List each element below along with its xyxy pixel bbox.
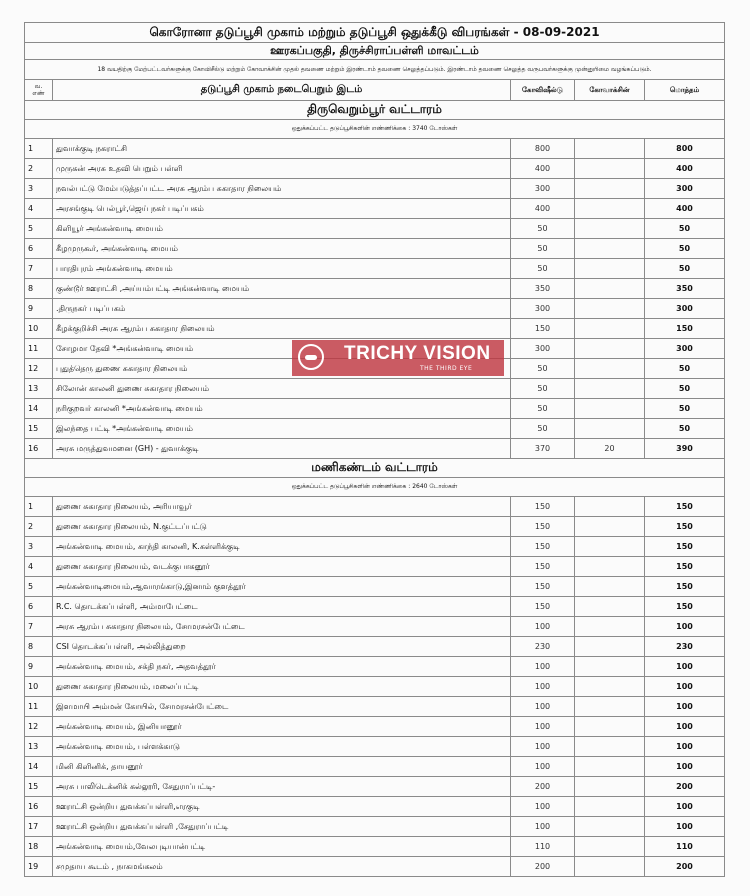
cell-place: .திருநகர் படிப்பகம் [53,299,511,319]
cell-covishield: 200 [511,857,575,877]
cell-covishield: 100 [511,697,575,717]
cell-covaxin [575,239,645,259]
cell-covishield: 150 [511,557,575,577]
cell-place: துணை சுகாதார நிலையம், N.குட்டப்பட்டு [53,517,511,537]
cell-sno: 11 [25,697,53,717]
cell-covishield: 50 [511,239,575,259]
cell-place: துணை சுகாதார நிலையம், மலைப்பட்டி [53,677,511,697]
cell-covishield: 400 [511,199,575,219]
watermark-title: TRICHY VISION [344,343,491,364]
cell-place: அரசு பாலிடெக்னிக் கல்லூரி, சேதுராப்பட்டி- [53,777,511,797]
table-row [25,439,725,459]
cell-covishield: 230 [511,637,575,657]
table-row [25,617,725,637]
cell-total: 150 [645,577,725,597]
cell-covaxin [575,837,645,857]
cell-covaxin [575,419,645,439]
col-sno-header: வ. எண் [25,80,53,101]
cell-sno: 4 [25,557,53,577]
cell-place: குண்டூர் ஊராட்சி ,அய்யம்பட்டி அங்கன்வாடி மையம் [53,279,511,299]
table-row [25,637,725,657]
cell-place: சமுதாய கூடம் , நாகமங்கலம் [53,857,511,877]
cell-sno: 14 [25,757,53,777]
block-title-row [25,101,725,120]
cell-covishield: 800 [511,139,575,159]
cell-place: முருகன் அரசு உதவி பெறும் பள்ளி [53,159,511,179]
cell-place: ஊராட்சி ஒன்றிய துவக்கப்பள்ளி,எரகுடி [53,797,511,817]
cell-total: 100 [645,817,725,837]
cell-place: அங்கன்வாடிமையம்,ஆவாரங்காடு,இனாம் குளத்தூர் [53,577,511,597]
cell-sno: 2 [25,159,53,179]
cell-sno: 5 [25,219,53,239]
table-row [25,179,725,199]
cell-total: 230 [645,637,725,657]
table-row [25,219,725,239]
cell-sno: 12 [25,359,53,379]
cell-covaxin [575,339,645,359]
cell-sno: 9 [25,657,53,677]
cell-sno: 7 [25,617,53,637]
cell-sno: 3 [25,179,53,199]
cell-sno: 1 [25,497,53,517]
cell-total: 100 [645,677,725,697]
cell-covishield: 150 [511,577,575,597]
cell-sno: 3 [25,537,53,557]
table-row [25,517,725,537]
cell-sno: 9 [25,299,53,319]
cell-covishield: 150 [511,319,575,339]
cell-sno: 14 [25,399,53,419]
cell-total: 300 [645,179,725,199]
cell-place: CSI தொடக்கப்பள்ளி, அல்லித்துறை [53,637,511,657]
cell-place: புதுத்தெரு துணை சுகாதார நிலையம் [53,359,511,379]
cell-place: இலந்தை பட்டி *அங்கன்வாடி மையம் [53,419,511,439]
table-row [25,817,725,837]
cell-place: பாரதிபுரம் அங்கன்வாடி மையம் [53,259,511,279]
cell-total: 150 [645,557,725,577]
cell-covaxin [575,777,645,797]
cell-covaxin [575,557,645,577]
cell-total: 50 [645,419,725,439]
cell-total: 350 [645,279,725,299]
cell-covaxin [575,717,645,737]
col-covishield-header: கோவிஷீல்டு [511,80,575,101]
document-subtitle: ஊரகப்பகுதி, திருச்சிராப்பள்ளி மாவட்டம் [25,43,725,60]
cell-total: 50 [645,379,725,399]
cell-sno: 15 [25,419,53,439]
watermark-logo [292,340,504,376]
cell-total: 200 [645,857,725,877]
table-row [25,757,725,777]
cell-sno: 13 [25,379,53,399]
table-row [25,697,725,717]
cell-covishield: 100 [511,617,575,637]
cell-sno: 2 [25,517,53,537]
cell-total: 50 [645,239,725,259]
cell-covishield: 50 [511,399,575,419]
cell-covaxin [575,299,645,319]
table-row [25,239,725,259]
table-row [25,777,725,797]
cell-sno: 11 [25,339,53,359]
table-row [25,319,725,339]
cell-covishield: 100 [511,817,575,837]
cell-total: 800 [645,139,725,159]
cell-covaxin [575,359,645,379]
table-row [25,577,725,597]
cell-place: கீழமுருகூர், அங்கன்வாடி மையம் [53,239,511,259]
col-covaxin-header: கோவாக்சின் [575,80,645,101]
cell-total: 100 [645,697,725,717]
cell-place: சிலோன் காலனி துணை சுகாதார நிலையம் [53,379,511,399]
cell-covishield: 150 [511,497,575,517]
cell-place: நவல்பட்டு மேம்படுத்தப்பட்ட அரசு ஆரம்ப சுகாதார நிலையம் [53,179,511,199]
cell-place: மினி கிளினிக், தாயனூர் [53,757,511,777]
cell-covishield: 50 [511,359,575,379]
cell-covaxin [575,399,645,419]
cell-covaxin [575,577,645,597]
cell-covaxin [575,517,645,537]
cell-covishield: 100 [511,677,575,697]
cell-sno: 13 [25,737,53,757]
block-title: மணிகண்டம் வட்டாரம் [25,459,725,478]
table-row [25,677,725,697]
cell-covishield: 50 [511,419,575,439]
cell-total: 300 [645,299,725,319]
table-row [25,279,725,299]
block-allocation-row [25,120,725,139]
cell-sno: 19 [25,857,53,877]
table-row [25,399,725,419]
cell-sno: 1 [25,139,53,159]
cell-covishield: 400 [511,159,575,179]
watermark-tagline: THE THIRD EYE [420,365,473,372]
cell-total: 50 [645,399,725,419]
cell-covaxin: 20 [575,439,645,459]
cell-sno: 10 [25,319,53,339]
table-row [25,737,725,757]
cell-sno: 18 [25,837,53,857]
cell-covaxin [575,657,645,677]
cell-total: 300 [645,339,725,359]
cell-covishield: 350 [511,279,575,299]
cell-sno: 6 [25,239,53,259]
col-place-header: தடுப்பூசி முகாம் நடைபெறும் இடம் [53,80,511,101]
cell-covishield: 100 [511,717,575,737]
column-header-row [25,80,725,101]
cell-covaxin [575,757,645,777]
cell-sno: 5 [25,577,53,597]
table-row [25,419,725,439]
table-row [25,139,725,159]
cell-covishield: 100 [511,797,575,817]
cell-covaxin [575,159,645,179]
cell-total: 150 [645,517,725,537]
cell-total: 50 [645,259,725,279]
cell-covaxin [575,259,645,279]
cell-place: நரிகுறவர் காலனி *அங்கன்வாடி மையம் [53,399,511,419]
cell-covishield: 50 [511,259,575,279]
cell-sno: 6 [25,597,53,617]
cell-covishield: 50 [511,219,575,239]
cell-covaxin [575,857,645,877]
table-row [25,497,725,517]
cell-total: 100 [645,657,725,677]
cell-place: அரசு ஆரம்ப சுகாதார நிலையம், சோமரசன்பேட்டை [53,617,511,637]
table-row [25,657,725,677]
cell-place: சோழமா தேவி *அங்கன்வாடி மையம் [53,339,511,359]
table-row [25,299,725,319]
cell-covaxin [575,697,645,717]
cell-place: துணை சுகாதார நிலையம், அரியாவூர் [53,497,511,517]
cell-place: அங்கன்வாடி மையம், பள்ளக்காடு [53,737,511,757]
cell-place: துணை சுகாதார நிலையம், வடக்குபாகனூர் [53,557,511,577]
cell-place: அங்கன்வாடி மையம், காந்தி காலனி, K.கள்ளிக்குடி [53,537,511,557]
cell-total: 150 [645,497,725,517]
cell-covaxin [575,797,645,817]
cell-total: 390 [645,439,725,459]
cell-covaxin [575,737,645,757]
cell-covaxin [575,139,645,159]
cell-covishield: 100 [511,657,575,677]
document-title: கொரோனா தடுப்பூசி முகாம் மற்றும் தடுப்பூசி ஒதுக்கீடு விபரங்கள் - 08-09-2021 [25,23,725,43]
eligibility-note: 18 வயதிற்கு மேற்பட்டவர்களுக்கு கோவிசீல்டு மற்றும் கோவாக்சின் முதல் தவணை மற்றும் இரண்டாம் தவணை செலுத்தப்படும். இரண்டாம் தவணை செலுத்த வருபவர்களுக்கு முன்னுரிமை வழங்கப்படும். [25,60,725,80]
cell-covishield: 300 [511,339,575,359]
table-row [25,557,725,577]
table-row [25,537,725,557]
cell-covaxin [575,219,645,239]
cell-total: 100 [645,797,725,817]
col-total-header: மொத்தம் [645,80,725,101]
cell-place: கீழக்குறிச்சி அரசு ஆரம்ப சுகாதார நிலையம் [53,319,511,339]
cell-covaxin [575,379,645,399]
table-row [25,797,725,817]
cell-covishield: 200 [511,777,575,797]
cell-sno: 4 [25,199,53,219]
cell-total: 110 [645,837,725,857]
cell-place: அங்கன்வாடி மையம்,வேலபுடியான்பட்டி [53,837,511,857]
cell-covishield: 150 [511,517,575,537]
cell-covishield: 300 [511,179,575,199]
cell-total: 100 [645,757,725,777]
cell-place: R.C. தொடக்கப்பள்ளி, அம்மாபேட்டை [53,597,511,617]
cell-total: 400 [645,199,725,219]
table-row [25,717,725,737]
cell-total: 150 [645,319,725,339]
cell-covishield: 100 [511,737,575,757]
table-row [25,159,725,179]
cell-covishield: 150 [511,597,575,617]
vaccination-schedule-table [24,22,725,877]
cell-sno: 8 [25,279,53,299]
cell-covishield: 110 [511,837,575,857]
cell-covaxin [575,537,645,557]
cell-covaxin [575,677,645,697]
table-row [25,199,725,219]
cell-total: 50 [645,219,725,239]
cell-place: துவாக்குடி நகராட்சி [53,139,511,159]
block-allocation: ஒதுக்கப்பட்ட தடுப்பூசிகளின் எண்ணிக்கை : 3740 டோஸ்கள் [25,120,725,139]
cell-place: அரசங்குடி பெல்பூர்,ஜெய் நகர் படிப்பகம் [53,199,511,219]
cell-sno: 16 [25,797,53,817]
table-row [25,379,725,399]
cell-total: 400 [645,159,725,179]
cell-covaxin [575,497,645,517]
cell-sno: 8 [25,637,53,657]
cell-total: 200 [645,777,725,797]
cell-total: 150 [645,537,725,557]
table-row [25,597,725,617]
cell-covaxin [575,279,645,299]
cell-total: 50 [645,359,725,379]
eye-logo-icon [298,344,324,370]
cell-sno: 15 [25,777,53,797]
table-row [25,857,725,877]
cell-place: கிளியூர் அங்கன்வாடி மையம் [53,219,511,239]
cell-total: 150 [645,597,725,617]
cell-covaxin [575,617,645,637]
cell-place: அரசு மருத்துவமனை (GH) - துவாக்குடி [53,439,511,459]
cell-sno: 10 [25,677,53,697]
block-allocation: ஒதுக்கப்பட்ட தடுப்பூசிகளின் எண்ணிக்கை : 2640 டோஸ்கள் [25,478,725,497]
table-row [25,837,725,857]
cell-sno: 12 [25,717,53,737]
cell-covaxin [575,179,645,199]
cell-covaxin [575,199,645,219]
cell-place: அங்கன்வாடி மையம், இனியானூர் [53,717,511,737]
cell-covaxin [575,817,645,837]
cell-covaxin [575,597,645,617]
cell-place: ஊராட்சி ஒன்றிய துவக்கப்பள்ளி ,சேதுராப்பட்டி [53,817,511,837]
cell-covishield: 370 [511,439,575,459]
cell-total: 100 [645,717,725,737]
block-title-row [25,459,725,478]
cell-covishield: 50 [511,379,575,399]
block-title: திருவெறும்பூர் வட்டாரம் [25,101,725,120]
block-allocation-row [25,478,725,497]
cell-covaxin [575,319,645,339]
cell-place: அங்கன்வாடி மையம், சக்தி நகர், அதவத்தூர் [53,657,511,677]
cell-sno: 16 [25,439,53,459]
cell-sno: 7 [25,259,53,279]
cell-covishield: 100 [511,757,575,777]
cell-covishield: 150 [511,537,575,557]
cell-total: 100 [645,737,725,757]
cell-sno: 17 [25,817,53,837]
cell-covishield: 300 [511,299,575,319]
table-row [25,259,725,279]
cell-place: இளமாயி அம்மன் கோயில், சோமரசன்பேட்டை [53,697,511,717]
cell-covaxin [575,637,645,657]
cell-total: 100 [645,617,725,637]
